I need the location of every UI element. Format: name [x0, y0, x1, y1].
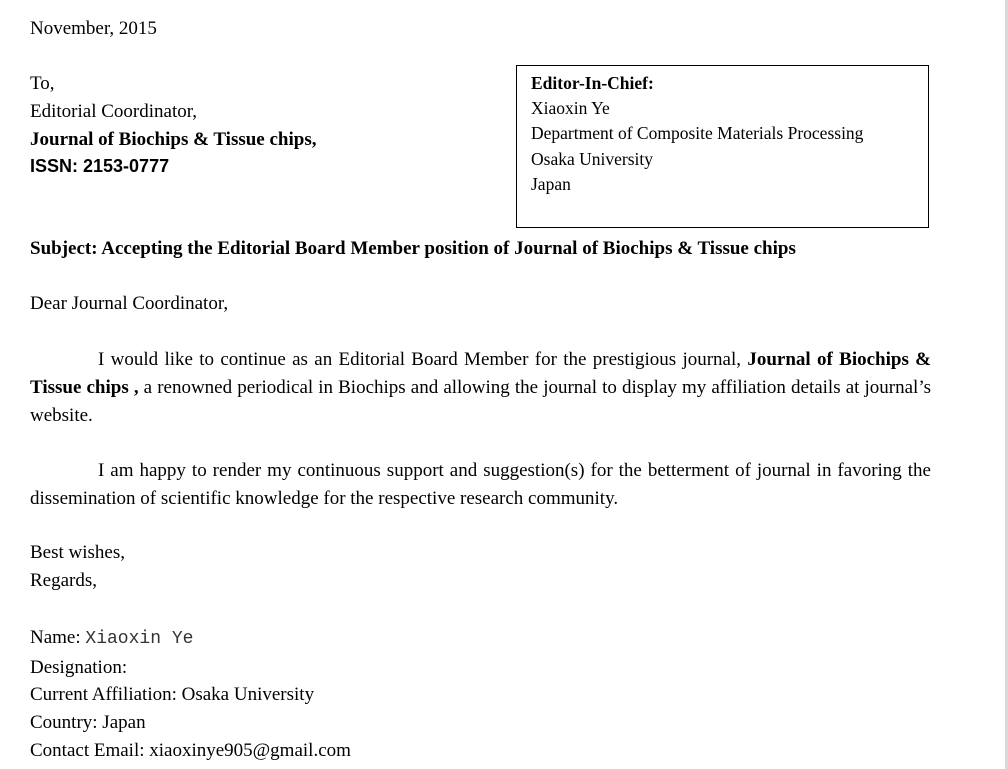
paragraph-2: I am happy to render my continuous support and suggestion(s) for the betterment of journal in favoring the dissemination of scientific knowledge for the respective research community.	[30, 460, 931, 509]
signature-email: Contact Email: xiaoxinye905@gmail.com	[30, 740, 351, 761]
signature-country: Country: Japan	[30, 712, 146, 733]
closing-best-wishes: Best wishes,	[30, 542, 125, 563]
closing-regards: Regards,	[30, 570, 98, 591]
signature-name-value: Xiaoxin Ye	[85, 629, 194, 649]
paragraph-1-text-end: a renowned periodical in Biochips and allowing the journal to display my affiliation details at journal’s website.	[30, 377, 931, 426]
letter-greeting: Dear Journal Coordinator,	[30, 293, 229, 314]
editor-country: Japan	[531, 174, 571, 194]
editor-box-heading: Editor-In-Chief:	[531, 73, 654, 93]
signature-designation: Designation:	[30, 657, 128, 678]
paragraph-1-text-start: I would like to continue as an Editorial Board Member for the prestigious journal,	[98, 349, 748, 370]
letter-subject: Subject: Accepting the Editorial Board Member position of Journal of Biochips & Tissue chips	[30, 238, 796, 259]
signature-affiliation: Current Affiliation: Osaka University	[30, 684, 315, 705]
signature-name-label: Name:	[30, 627, 86, 648]
editor-name: Xiaoxin Ye	[531, 98, 610, 118]
editor-university: Osaka University	[531, 149, 653, 169]
editor-department: Department of Composite Materials Processing	[531, 123, 864, 143]
recipient-role: Editorial Coordinator,	[30, 101, 198, 122]
paragraph-1	[30, 346, 931, 430]
recipient-journal: Journal of Biochips & Tissue chips,	[30, 129, 317, 150]
letter-date: November, 2015	[30, 18, 157, 39]
signature-name	[30, 627, 193, 649]
paragraph-1-journal-name: Journal of Biochips & Tissue chips ,	[30, 349, 931, 398]
recipient-issn: ISSN: 2153-0777	[30, 156, 170, 176]
editor-in-chief-box	[516, 65, 929, 228]
recipient-to: To,	[30, 73, 55, 94]
